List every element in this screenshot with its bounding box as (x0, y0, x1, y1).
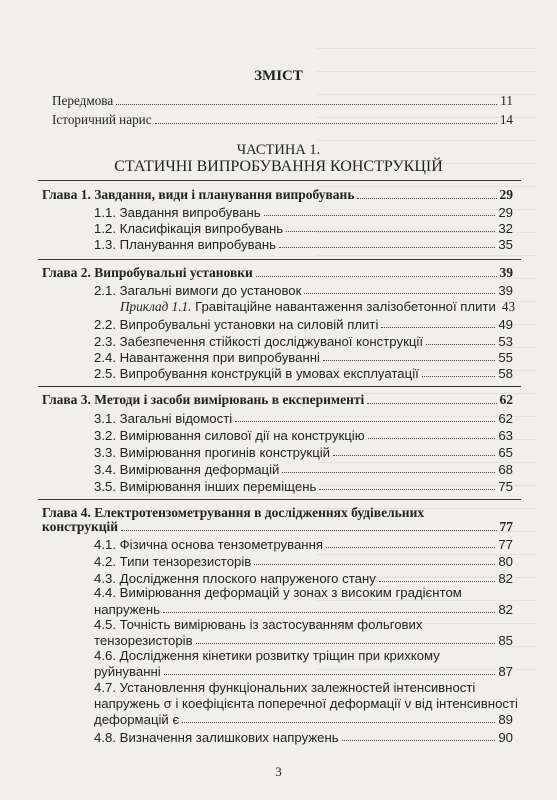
toc-example-1-1[interactable]: Приклад 1.1. Гравітаційне навантаження залізобетонної плити 43 (120, 299, 516, 314)
toc-title: ЗМІСТ (254, 68, 303, 84)
toc-item-4-4[interactable]: напружень 82 (94, 602, 513, 617)
divider (38, 499, 521, 500)
example-prefix: Приклад 1.1. (120, 299, 192, 314)
toc-item-4-4-line1: 4.4. Вимірювання деформацій у зонах з високим градієнтом (94, 585, 462, 600)
toc-chapter-1[interactable]: Глава 1. Завдання, види і планування випробувань 29 (42, 187, 513, 202)
part-number: ЧАСТИНА 1. (236, 142, 321, 158)
toc-item-4-3[interactable]: 4.3. Дослідження плоского напруженого стану 82 (94, 571, 513, 586)
toc-item-4-6-line1: 4.6. Дослідження кінетики розвитку тріщин при крихкому (94, 648, 440, 663)
part-title: СТАТИЧНІ ВИПРОБУВАННЯ КОНСТРУКЦІЙ (114, 158, 443, 175)
toc-item-4-2[interactable]: 4.2. Типи тензорезисторів 80 (94, 554, 513, 569)
toc-item-4-5[interactable]: тензорезисторів 85 (94, 633, 513, 648)
page-number: 3 (275, 764, 282, 779)
toc-item-1-2[interactable]: 1.2. Класифікація випробувань 32 (94, 221, 513, 236)
divider (38, 180, 521, 181)
toc-item-3-1[interactable]: 3.1. Загальні відомості 62 (94, 411, 513, 426)
toc-item-4-7-line2: напружень σ і коефіцієнта поперечної деформації ν від інтенсивності (94, 696, 518, 711)
toc-item-2-5[interactable]: 2.5. Випробування конструкцій в умовах експлуатації 58 (94, 366, 513, 381)
toc-chapter-4[interactable]: конструкцій 77 (42, 519, 513, 534)
example-text: Гравітаційне навантаження залізобетонної плити (191, 299, 496, 314)
toc-item-1-1[interactable]: 1.1. Завдання випробувань 29 (94, 205, 513, 220)
toc-item-2-3[interactable]: 2.3. Забезпечення стійкості досліджуваної конструкції 53 (94, 334, 513, 349)
toc-item-3-5[interactable]: 3.5. Вимірювання інших переміщень 75 (94, 479, 513, 494)
toc-item-4-7-line1: 4.7. Установлення функціональних залежностей інтенсивності (94, 680, 476, 695)
toc-item-2-1[interactable]: 2.1. Загальні вимоги до установок 39 (94, 283, 513, 298)
divider (38, 386, 521, 387)
toc-item-4-8[interactable]: 4.8. Визначення залишкових напружень 90 (94, 730, 513, 745)
toc-chapter-4-line1: Глава 4. Електротензометрування в дослідженнях будівельних (42, 505, 425, 520)
toc-item-4-5-line1: 4.5. Точність вимірювань із застосуванням фольгових (94, 617, 423, 632)
toc-item-3-2[interactable]: 3.2. Вимірювання силової дії на конструкцію 63 (94, 428, 513, 443)
toc-item-4-6[interactable]: руйнуванні 87 (94, 664, 513, 679)
toc-item-4-7[interactable]: деформацій є 89 (94, 712, 513, 727)
divider (38, 259, 521, 260)
toc-item-1-3[interactable]: 1.3. Планування випробувань 35 (94, 237, 513, 252)
toc-item-2-2[interactable]: 2.2. Випробувальні установки на силовій плиті 49 (94, 317, 513, 332)
toc-item-2-4[interactable]: 2.4. Навантаження при випробуванні 55 (94, 350, 513, 365)
toc-item-3-3[interactable]: 3.3. Вимірювання прогинів конструкцій 65 (94, 445, 513, 460)
toc-entry-history[interactable]: Історичний нарис 14 (52, 112, 513, 127)
toc-chapter-3[interactable]: Глава 3. Методи і засоби вимірювань в експерименті 62 (42, 392, 513, 407)
toc-item-3-4[interactable]: 3.4. Вимірювання деформацій 68 (94, 462, 513, 477)
toc-entry-preface[interactable]: Передмова 11 (52, 93, 513, 108)
toc-item-4-1[interactable]: 4.1. Фізична основа тензометрування 77 (94, 537, 513, 552)
toc-chapter-2[interactable]: Глава 2. Випробувальні установки 39 (42, 265, 513, 280)
